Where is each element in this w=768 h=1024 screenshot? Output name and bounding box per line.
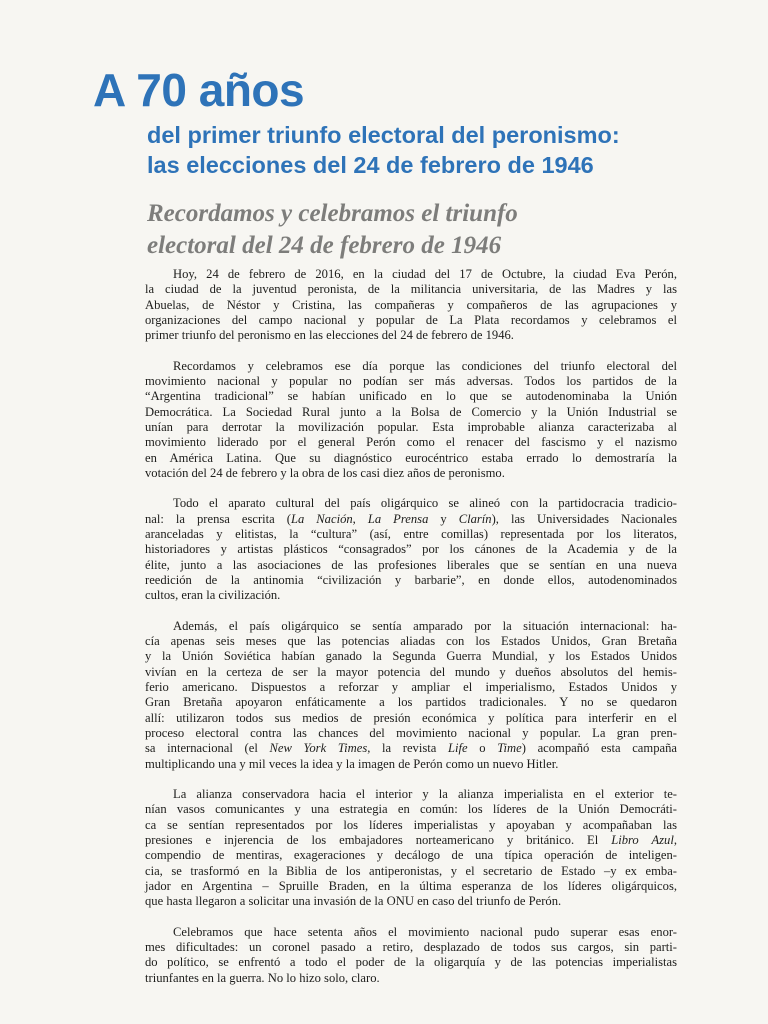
lead-line: Recordamos y celebramos el triunfo (147, 200, 518, 227)
paragraph-line: la ciudad de la juventud peronista, de la militancia universitaria, de las Madres y las (145, 282, 677, 297)
paragraph-line: triunfantes en la guerra. No lo hizo solo, claro. (145, 970, 380, 985)
paragraph-line: sa internacional (el New York Times, la revista Life o Time) acompañó esta campaña (145, 741, 677, 756)
paragraph-line: Celebramos que hace setenta años el movimiento nacional pudo superar esas enor- (173, 924, 677, 939)
article-lead (147, 198, 747, 262)
paragraph-line: unían para derrotar la movilización popular. Esta improbable alianza caracterizaba al (145, 419, 677, 434)
paragraph-line: Gran Bretaña apoyaron enfáticamente a los partidos tradicionales. Y no se quedaron (145, 695, 677, 710)
paragraph-line: Además, el país oligárquico se sentía amparado por la situación internacional: ha- (173, 618, 677, 633)
paragraph-line: do político, se enfrentó a todo el poder de la oligarquía y de las potencias imperialistas (145, 955, 677, 970)
paragraph-line: “Argentina tradicional” se habían unificado en lo que se autodenominaba la Unión (145, 389, 677, 404)
paragraph-line: nían vasos comunicantes y una estrategia en común: los líderes de la Unión Democráti- (145, 802, 677, 817)
paragraph-line: vivían en la certeza de ser la mayor potencia del mundo y dueños absolutos del hemis- (145, 664, 677, 679)
paragraph-line: cía apenas seis meses que las potencias aliadas con los Estados Unidos, Gran Bretaña (145, 634, 677, 649)
paragraph-line: nal: la prensa escrita (La Nación, La Prensa y Clarín), las Universidades Nacionales (145, 511, 677, 526)
paragraph-line: presiones e injerencia de los embajadores norteamericano y británico. El Libro Azul, (145, 832, 677, 847)
paragraph-line: proceso electoral contra las chances del movimiento nacional y popular. La gran pren- (145, 725, 677, 740)
paragraph-line: La alianza conservadora hacia el interior y la alianza imperialista en el exterior te- (173, 787, 677, 802)
paragraph-line: movimiento nacional y popular no podían ser más adversas. Todos los partidos de la (145, 374, 677, 389)
paragraph-line: primer triunfo del peronismo en las elecciones del 24 de febrero de 1946. (145, 328, 514, 343)
paragraph-line: votación del 24 de febrero y la obra de los casi diez años de peronismo. (145, 465, 505, 480)
paragraph-line: jador en Argentina – Spruille Braden, en la última esperanza de los líderes oligárquicos, (145, 878, 677, 893)
paragraph-line: aranceladas y elitistas, la “cultura” (así, entre comillas) representada por los literatos, (145, 527, 677, 542)
paragraph-line: Recordamos y celebramos ese día porque las condiciones del triunfo electoral del (173, 358, 677, 373)
lead-line: electoral del 24 de febrero de 1946 (147, 232, 502, 259)
paragraph-line: y la Unión Soviética habían ganado la Segunda Guerra Mundial, y los Estados Unidos (145, 649, 677, 664)
article-paragraph (145, 787, 677, 909)
paragraph-line: historiadores y artistas plásticos “consagrados” por los cánones de la Academia y de la (145, 542, 677, 557)
subtitle-line: las elecciones del 24 de febrero de 1946 (147, 152, 594, 178)
paragraph-line: multiplicando una y mil veces la idea y la imagen de Perón como un nuevo Hitler. (145, 756, 559, 771)
article-paragraph (145, 496, 677, 603)
paragraph-line: Todo el aparato cultural del país oligárquico se alineó con la partidocracia tradicio- (173, 496, 677, 511)
article-paragraph (145, 619, 677, 772)
article-title: A 70 años (93, 64, 305, 116)
paragraph-line: ca se sentían representados por los líderes imperialistas y apoyaban y acompañaban las (145, 817, 677, 832)
paragraph-line: cia, se trasformó en la Biblia de los antiperonistas, y el secretario de Estado –y ex emba- (145, 863, 677, 878)
article-paragraph (145, 267, 677, 343)
article-paragraph (145, 925, 677, 986)
paragraph-line: Abuelas, de Néstor y Cristina, las compañeras y compañeros de las agrupaciones y (145, 297, 677, 312)
paragraph-line: cultos, eran la civilización. (145, 588, 281, 603)
paragraph-line: movimiento liderado por el general Perón como el renacer del fascismo y el nazismo (145, 435, 677, 450)
paragraph-line: que hasta llegaron a solicitar una invasión de la ONU en caso del triunfo de Perón. (145, 894, 562, 909)
paragraph-line: ferio americano. Dispuestos a reforzar y ampliar el imperialismo, Estados Unidos y (145, 680, 677, 695)
paragraph-line: mes dificultades: un coronel pasado a retiro, desplazado de todos sus cargos, sin parti- (145, 940, 677, 955)
article-paragraph (145, 359, 677, 481)
article-body (145, 267, 677, 1001)
paragraph-line: reedición de la antinomia “civilización y barbarie”, en donde ellos, autodenominados (145, 572, 677, 587)
paragraph-line: organizaciones del campo nacional y popular de La Plata recordamos y celebramos el (145, 312, 677, 327)
paragraph-line: compendio de mentiras, exageraciones y decálogo de una típica operación de inteligen- (145, 848, 677, 863)
paragraph-line: Democrática. La Sociedad Rural junto a la Bolsa de Comercio y la Unión Industrial se (145, 404, 677, 419)
article-subtitle (147, 120, 747, 180)
paragraph-line: allí: utilizaron todos sus medios de presión económica y política para interferir en el (145, 710, 677, 725)
subtitle-line: del primer triunfo electoral del peronismo: (147, 122, 620, 148)
paragraph-line: élite, junto a las asociaciones de las profesiones liberales que se sentían en una nueva (145, 557, 677, 572)
paragraph-line: en América Latina. Que su diagnóstico eurocéntrico estaba errado lo demostraría la (145, 450, 677, 465)
paragraph-line: Hoy, 24 de febrero de 2016, en la ciudad del 17 de Octubre, la ciudad Eva Perón, (173, 267, 677, 281)
